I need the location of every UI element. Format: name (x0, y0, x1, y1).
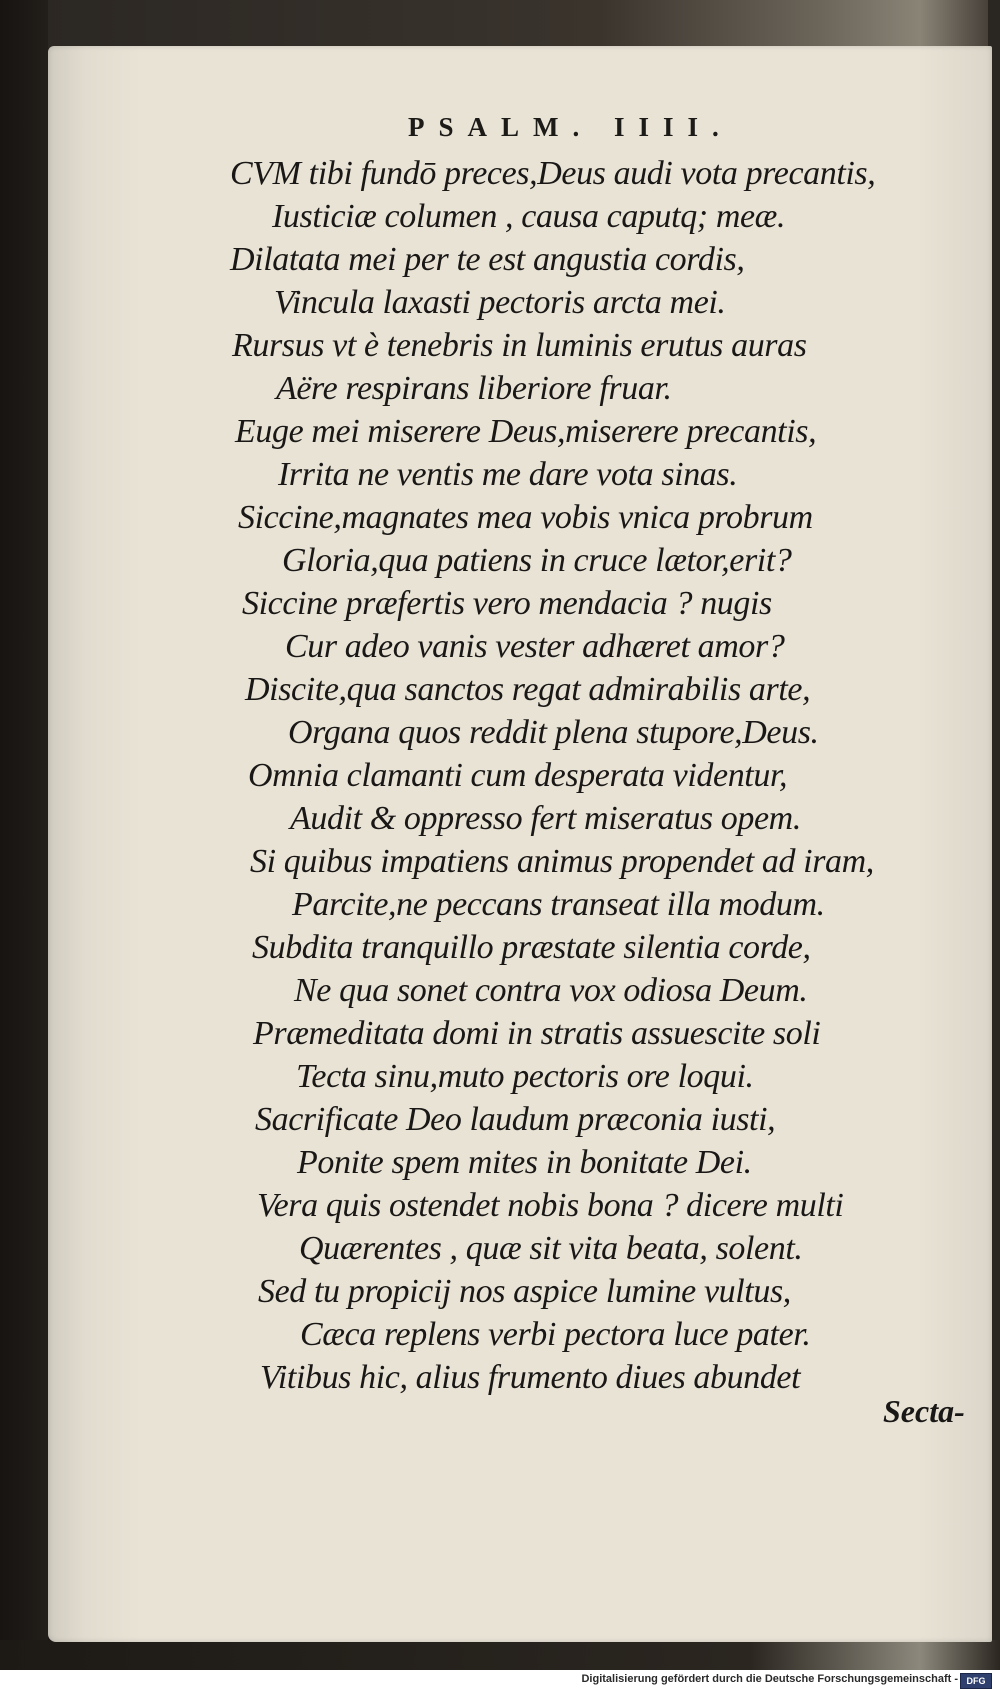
verse-line: Ponite spem mites in bonitate Dei. (297, 1144, 752, 1181)
verse-line: Cæca replens verbi pectora luce pater. (300, 1316, 811, 1353)
verse-line: Vitibus hic, alius frumento diues abundet (260, 1359, 801, 1396)
verse-line: Audit & oppresso fert miseratus opem. (290, 800, 801, 837)
verse-line: Siccine,magnates mea vobis vnica probrum (238, 499, 813, 536)
verse-line: Dilatata mei per te est angustia cordis, (230, 241, 745, 278)
footer-credit: Digitalisierung gefördert durch die Deutsche Forschungsgemeinschaft - (581, 1673, 958, 1685)
verse-line: Vincula laxasti pectoris arcta mei. (274, 284, 726, 321)
verse-line: Parcite,ne peccans transeat illa modum. (292, 886, 825, 923)
verse-line: Tecta sinu,muto pectoris ore loqui. (296, 1058, 754, 1095)
verse-line: Ne qua sonet contra vox odiosa Deum. (294, 972, 808, 1009)
verse-line: Vera quis ostendet nobis bona ? dicere multi (257, 1187, 844, 1224)
verse-line: Si quibus impatiens animus propendet ad iram, (250, 843, 874, 880)
verse-line: Sacrificate Deo laudum præconia iusti, (255, 1101, 776, 1138)
verse-line: Siccine præfertis vero mendacia ? nugis (242, 585, 772, 622)
verse-line: Rursus vt è tenebris in luminis erutus auras (232, 327, 807, 364)
verse-line: Omnia clamanti cum desperata videntur, (248, 757, 788, 794)
verse-line: Præmeditata domi in stratis assuescite soli (253, 1015, 821, 1052)
verse-line: Cur adeo vanis vester adhæret amor? (285, 628, 785, 665)
catchword: Secta- (883, 1393, 965, 1429)
running-header: PSALM. IIII. (408, 112, 733, 142)
verse-line: Irrita ne ventis me dare vota sinas. (278, 456, 738, 493)
verse-line: Euge mei miserere Deus,miserere precantis, (235, 413, 817, 450)
verse-line: Subdita tranquillo præstate silentia corde, (252, 929, 811, 966)
verse-line: Iusticiæ columen , causa caputq; meæ. (272, 198, 786, 235)
verse-line: CVM tibi fundō preces,Deus audi vota precantis, (230, 155, 876, 192)
verse-line: Discite,qua sanctos regat admirabilis arte, (245, 671, 811, 708)
verse-line: Quærentes , quæ sit vita beata, solent. (299, 1230, 803, 1267)
scan-background-left (0, 0, 48, 1691)
scan-background-bottom (0, 1640, 1000, 1670)
scan-background-top (0, 0, 1000, 48)
dfg-logo-icon: DFG (960, 1673, 992, 1689)
verse-line: Gloria,qua patiens in cruce lætor,erit? (282, 542, 792, 579)
verse-line: Organa quos reddit plena stupore,Deus. (288, 714, 819, 751)
verse-line: Sed tu propicij nos aspice lumine vultus, (258, 1273, 791, 1310)
verse-line: Aëre respirans liberiore fruar. (276, 370, 672, 407)
